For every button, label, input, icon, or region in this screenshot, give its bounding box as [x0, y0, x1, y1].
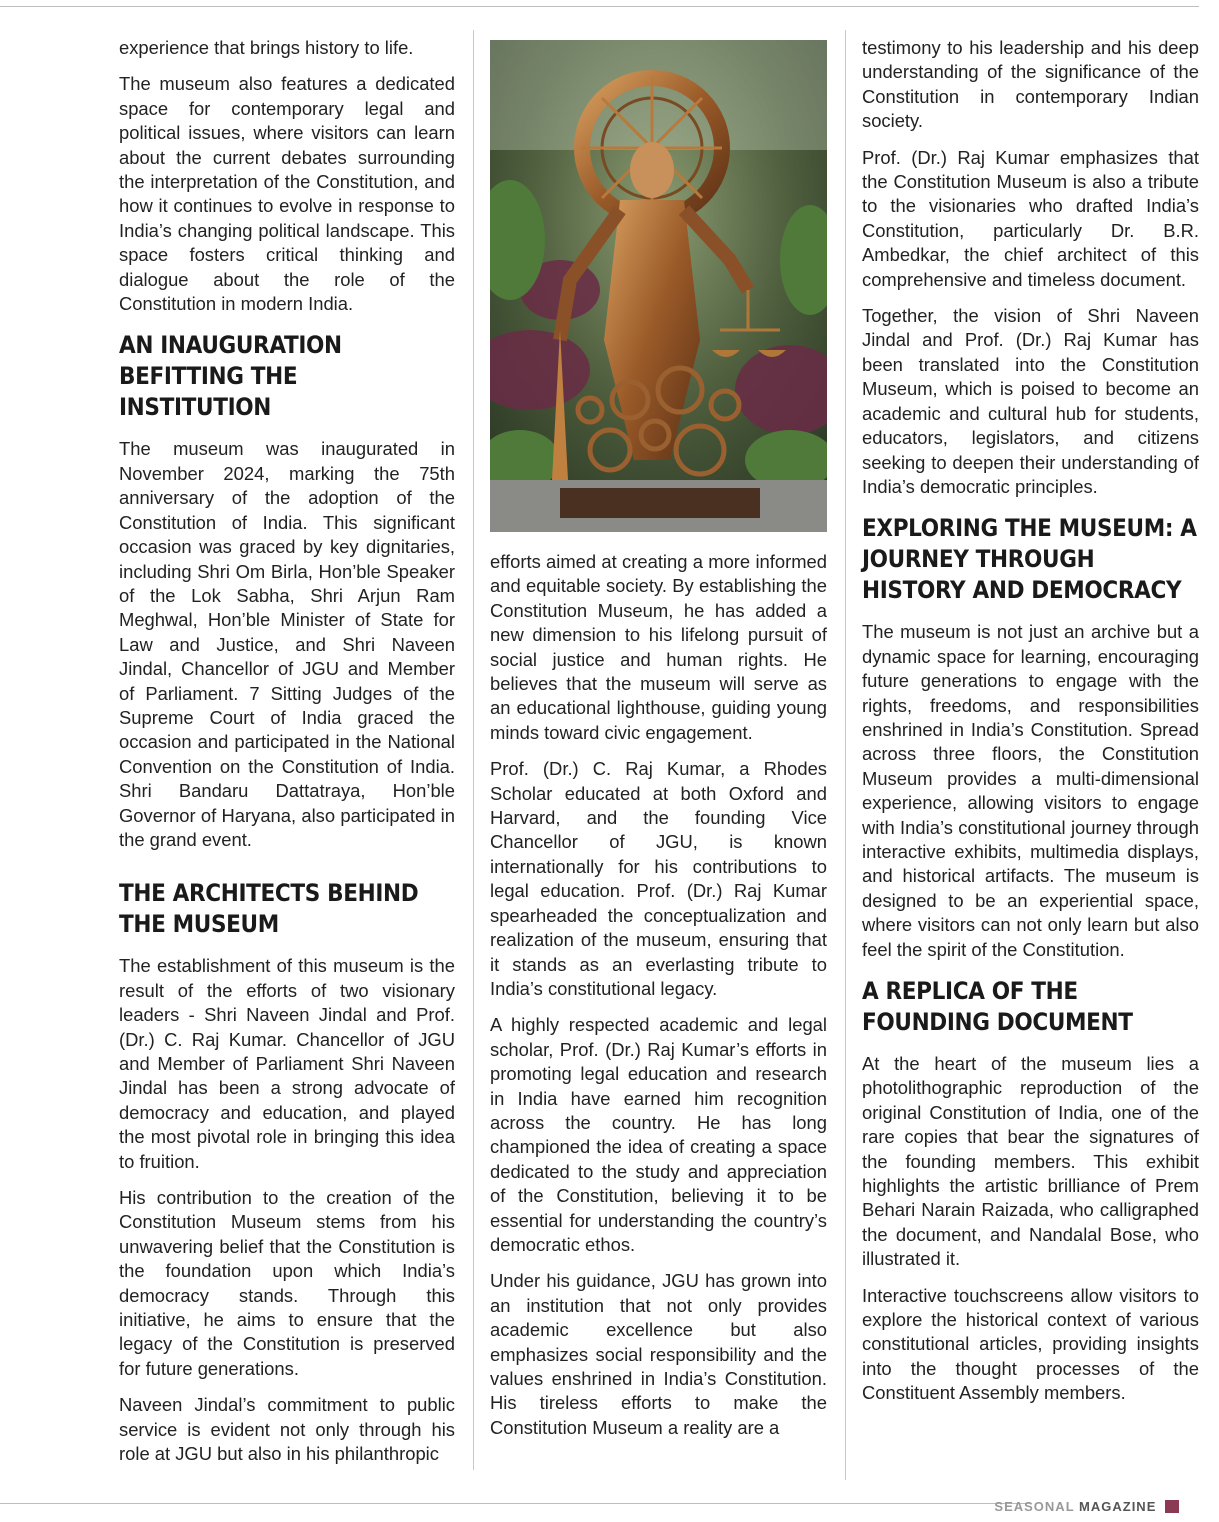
paragraph: Naveen Jindal’s commitment to public service is evident not only through his role at JGU but also in his philanthropic — [119, 1394, 455, 1465]
paragraph: A highly respected academic and legal scholar, Prof. (Dr.) Raj Kumar’s efforts in promoting legal education and research in India have earned him recognition across the country. He has long championed the idea of creating a space dedicated to the study and appreciation of the Constitution, believing it to be essential for understanding the country’s democratic ethos. — [490, 1014, 827, 1255]
column-divider — [473, 30, 474, 1470]
sculpture-illustration — [490, 40, 827, 532]
paragraph: testimony to his leadership and his deep understanding of the significance of the Constitution in contemporary Indian society. — [862, 37, 1199, 132]
paragraph: At the heart of the museum lies a photolithographic reproduction of the original Constitution of India, one of the rare copies that bear the signatures of the founding members. This exhibit highlights the artistic brilliance of Prem Behari Narain Raizada, who calligraphed the document, and Nandalal Bose, who illustrated it. — [862, 1053, 1199, 1270]
magazine-footer — [994, 1499, 1179, 1514]
paragraph: experience that brings history to life. — [119, 37, 414, 58]
section-heading: A REPLICA OF THE FOUNDING DOCUMENT — [862, 977, 1133, 1036]
paragraph: Under his guidance, JGU has grown into an institution that not only provides academic excellence but also emphasizes social responsibility and the values enshrined in India’s Constitution. His tireless efforts to make the Constitution Museum a reality are a — [490, 1270, 827, 1438]
section-heading: AN INAUGURATION BEFITTING THE INSTITUTION — [119, 331, 342, 422]
paragraph: Prof. (Dr.) C. Raj Kumar, a Rhodes Scholar educated at both Oxford and Harvard, and the founding Vice Chancellor of JGU, is known internationally for his contributions to legal education. Prof. (Dr.) Raj Kumar spearheaded the conceptualization and realization of the museum, ensuring that it stands as an everlasting tribute to India’s constitutional legacy. — [490, 758, 827, 999]
section-heading: THE ARCHITECTS BEHIND THE MUSEUM — [119, 879, 419, 939]
column-divider — [845, 30, 846, 1480]
column-1 — [119, 36, 455, 1479]
paragraph: The establishment of this museum is the result of the efforts of two visionary leaders - Shri Naveen Jindal and Prof. (Dr.) C. Raj Kumar. Chancellor of JGU and Member of Parliament Shri Naveen Jindal has been a strong advocate of democracy and education, and played the most pivotal role in bringing this idea to fruition. — [119, 955, 455, 1172]
paragraph: Interactive touchscreens allow visitors to explore the historical context of various constitutional articles, providing insights into the thought processes of the Constituent Assembly members. — [862, 1284, 1199, 1404]
footer-square-icon — [1165, 1500, 1179, 1513]
paragraph: Together, the vision of Shri Naveen Jindal and Prof. (Dr.) Raj Kumar has been translated into the Constitution Museum, which is poised to become an academic and cultural hub for students, educators, legislators, and citizens seeking to deepen their understanding of India’s democratic principles. — [862, 305, 1199, 497]
footer-rule — [0, 1503, 1030, 1504]
sculpture-photo — [490, 40, 827, 532]
column-2 — [490, 40, 827, 1452]
column-3 — [862, 36, 1199, 1418]
paragraph: The museum was inaugurated in November 2024, marking the 75th anniversary of the adoption of the Constitution of India. This significant occasion was graced by key dignitaries, including Shri Om Birla, Hon’ble Speaker of the Lok Sabha, Shri Arjun Ram Meghwal, Hon’ble Minister of State for Law and Justice, and Shri Naveen Jindal, Chancellor of JGU and Member of Parliament. 7 Sitting Judges of the Supreme Court of India graced the occasion and participated in the National Convention on the Constitution of India. Shri Bandaru Dattatraya, Hon’ble Governor of Haryana, also participated in the grand event. — [119, 438, 455, 850]
paragraph: efforts aimed at creating a more informed and equitable society. By establishing the Constitution Museum, he has added a new dimension to his lifelong pursuit of social justice and human rights. He believes that the museum will serve as an educational lighthouse, guiding young minds toward civic engagement. — [490, 551, 827, 743]
paragraph: The museum is not just an archive but a dynamic space for learning, encouraging future generations to engage with the rights, freedoms, and responsibilities enshrined in India’s Constitution. Spread across three floors, the Constitution Museum provides a multi-dimensional experience, allowing visitors to engage with India’s constitutional journey through interactive exhibits, multimedia displays, and historical artifacts. The museum is designed to be an experiential space, where visitors can not only learn but also feel the spirit of the Constitution. — [862, 621, 1199, 960]
section-heading: EXPLORING THE MUSEUM: A JOURNEY THROUGH HISTORY AND DEMOCRACY — [862, 514, 1197, 605]
footer-magazine: MAGAZINE — [1079, 1499, 1157, 1514]
paragraph: His contribution to the creation of the Constitution Museum stems from his unwavering belief that the Constitution is the foundation upon which India’s democracy stands. Through this initiative, he aims to ensure that the legacy of the Constitution is preserved for future generations. — [119, 1187, 455, 1379]
top-rule — [0, 6, 1199, 7]
footer-seasonal: SEASONAL — [994, 1499, 1075, 1514]
paragraph: Prof. (Dr.) Raj Kumar emphasizes that the Constitution Museum is also a tribute to the visionaries who drafted India’s Constitution, particularly Dr. B.R. Ambedkar, the chief architect of this comprehensive and timeless document. — [862, 146, 1199, 290]
paragraph: The museum also features a dedicated space for contemporary legal and political issues, where visitors can learn about the current debates surrounding the interpretation of the Constitution, and how it continues to evolve in response to India’s changing political landscape. This space fosters critical thinking and dialogue about the role of the Constitution in modern India. — [119, 73, 455, 315]
